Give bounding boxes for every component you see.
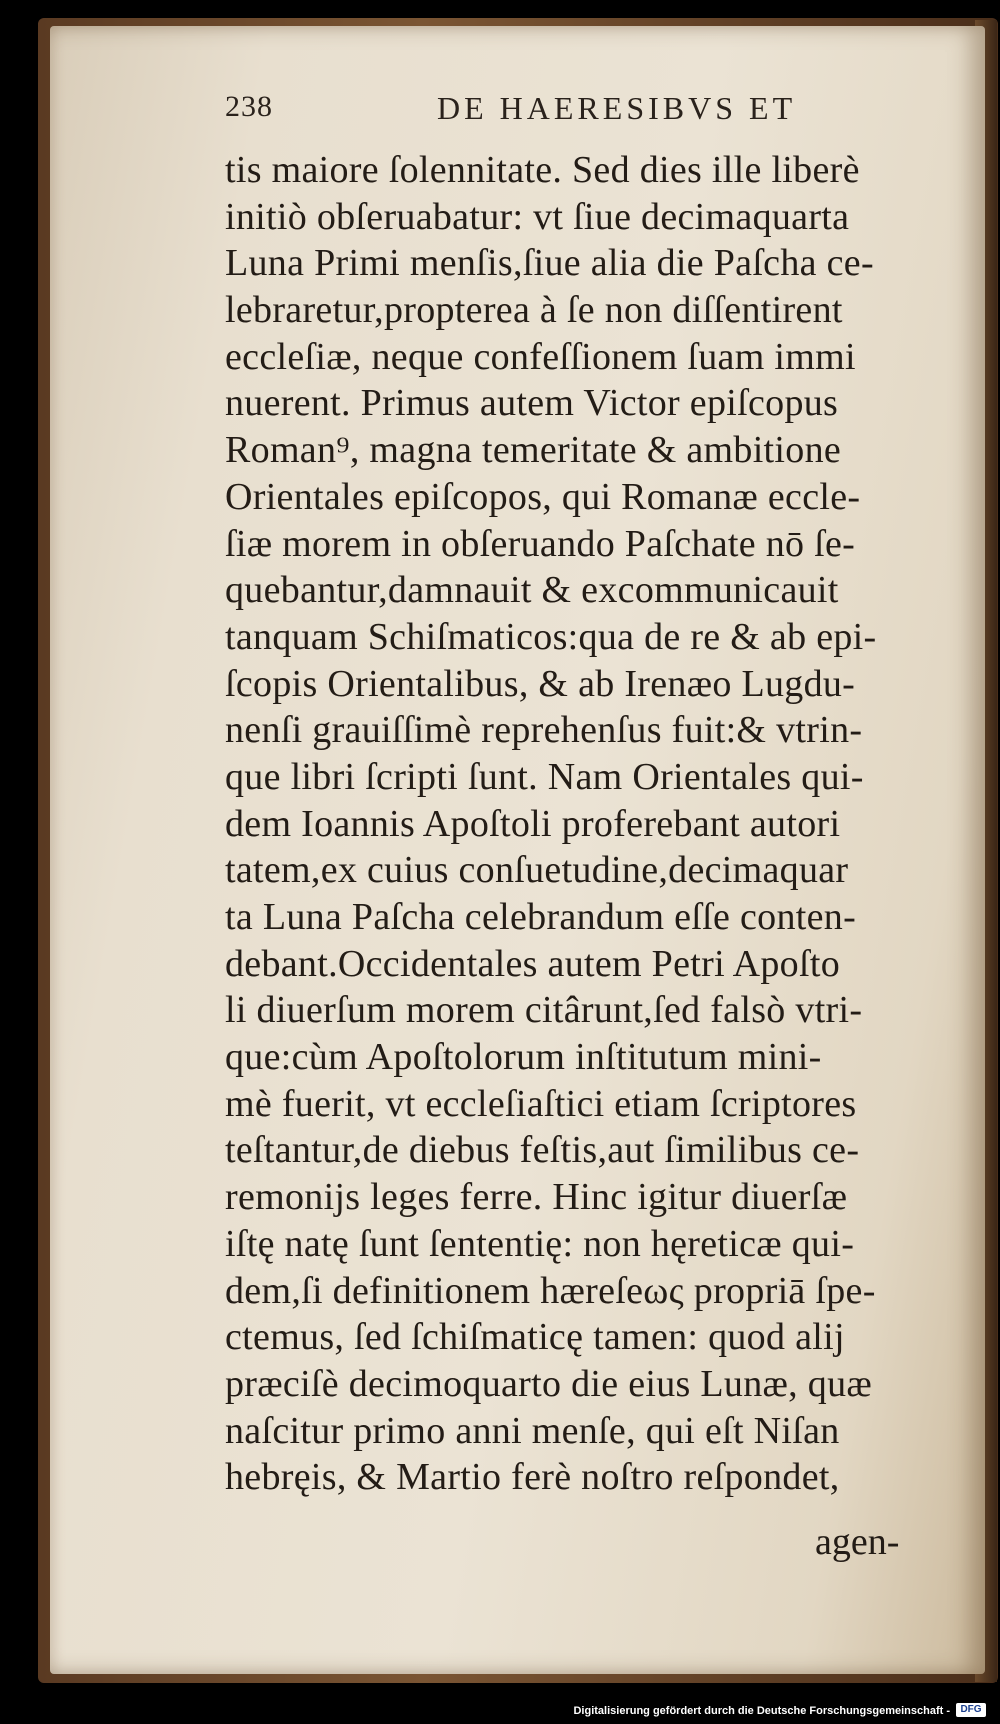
dfg-logo-icon: DFG bbox=[956, 1703, 986, 1717]
text-line: ctemus, ſed ſchiſmaticę tamen: quod alij bbox=[225, 1316, 845, 1359]
text-line: ſiæ morem in obſeruando Paſchate nō ſe- bbox=[225, 522, 856, 565]
body-text bbox=[225, 147, 985, 1501]
text-line: nenſi grauiſſimè reprehenſus fuit:& vtrin- bbox=[225, 709, 863, 752]
page-number: 238 bbox=[225, 90, 273, 123]
text-line: hebręis, & Martio ferè noſtro reſpondet, bbox=[225, 1456, 840, 1499]
text-line: Orientales epiſcopos, qui Romanæ eccle- bbox=[225, 475, 861, 518]
text-line: que libri ſcripti ſunt. Nam Orientales qui- bbox=[225, 755, 864, 798]
digitization-credit: Digitalisierung gefördert durch die Deutsche Forschungsgemeinschaft - bbox=[573, 1705, 950, 1717]
catchword: agen- bbox=[815, 1521, 900, 1563]
running-title: DE HAERESIBVS ET bbox=[437, 90, 797, 126]
text-line: præciſè decimoquarto die eius Lunæ, quæ bbox=[225, 1362, 873, 1405]
text-line: nuerent. Primus autem Victor epiſcopus bbox=[225, 382, 839, 425]
text-line: tanquam Schiſmaticos:qua de re & ab epi- bbox=[225, 615, 877, 658]
text-line: teſtantur,de diebus feſtis,aut ſimilibus ce- bbox=[225, 1129, 860, 1172]
text-line: Roman⁹, magna temeritate & ambitione bbox=[225, 429, 842, 472]
text-line: remonijs leges ferre. Hinc igitur diuerſæ bbox=[225, 1176, 848, 1219]
text-line: li diuerſum morem citârunt,ſed falsò vtri- bbox=[225, 989, 863, 1032]
text-line: dem Ioannis Apoſtoli proferebant autori bbox=[225, 802, 841, 845]
text-line: naſcitur primo anni menſe, qui eſt Niſan bbox=[225, 1409, 840, 1452]
page-header bbox=[225, 90, 985, 140]
text-line: que:cùm Apoſtolorum inſtitutum mini- bbox=[225, 1036, 822, 1079]
text-line: quebantur,damnauit & excommunicauit bbox=[225, 569, 839, 612]
text-line: lebraretur,propterea à ſe non diſſentirent bbox=[225, 289, 843, 332]
text-line: dem,ſi definitionem hæreſeως propriā ſpe- bbox=[225, 1269, 876, 1312]
text-line: initiò obſeruabatur: vt ſiue decimaquarta bbox=[225, 195, 850, 238]
text-line: eccleſiæ, neque confeſſionem ſuam immi bbox=[225, 335, 856, 378]
text-line: tis maiore ſolennitate. Sed dies ille liberè bbox=[225, 149, 860, 191]
text-line: Luna Primi menſis,ſiue alia die Paſcha ce- bbox=[225, 242, 874, 285]
text-line: iſtę natę ſunt ſententię: non hęreticæ qui- bbox=[225, 1222, 855, 1265]
text-line: tatem,ex cuius conſuetudine,decimaquar bbox=[225, 849, 849, 892]
text-line: ſcopis Orientalibus, & ab Irenæo Lugdu- bbox=[225, 662, 856, 705]
text-line: ta Luna Paſcha celebrandum eſſe conten- bbox=[225, 896, 857, 938]
text-line: debant.Occidentales autem Petri Apoſto bbox=[225, 942, 841, 985]
text-line: mè fuerit, vt eccleſiaſtici etiam ſcriptores bbox=[225, 1082, 857, 1125]
